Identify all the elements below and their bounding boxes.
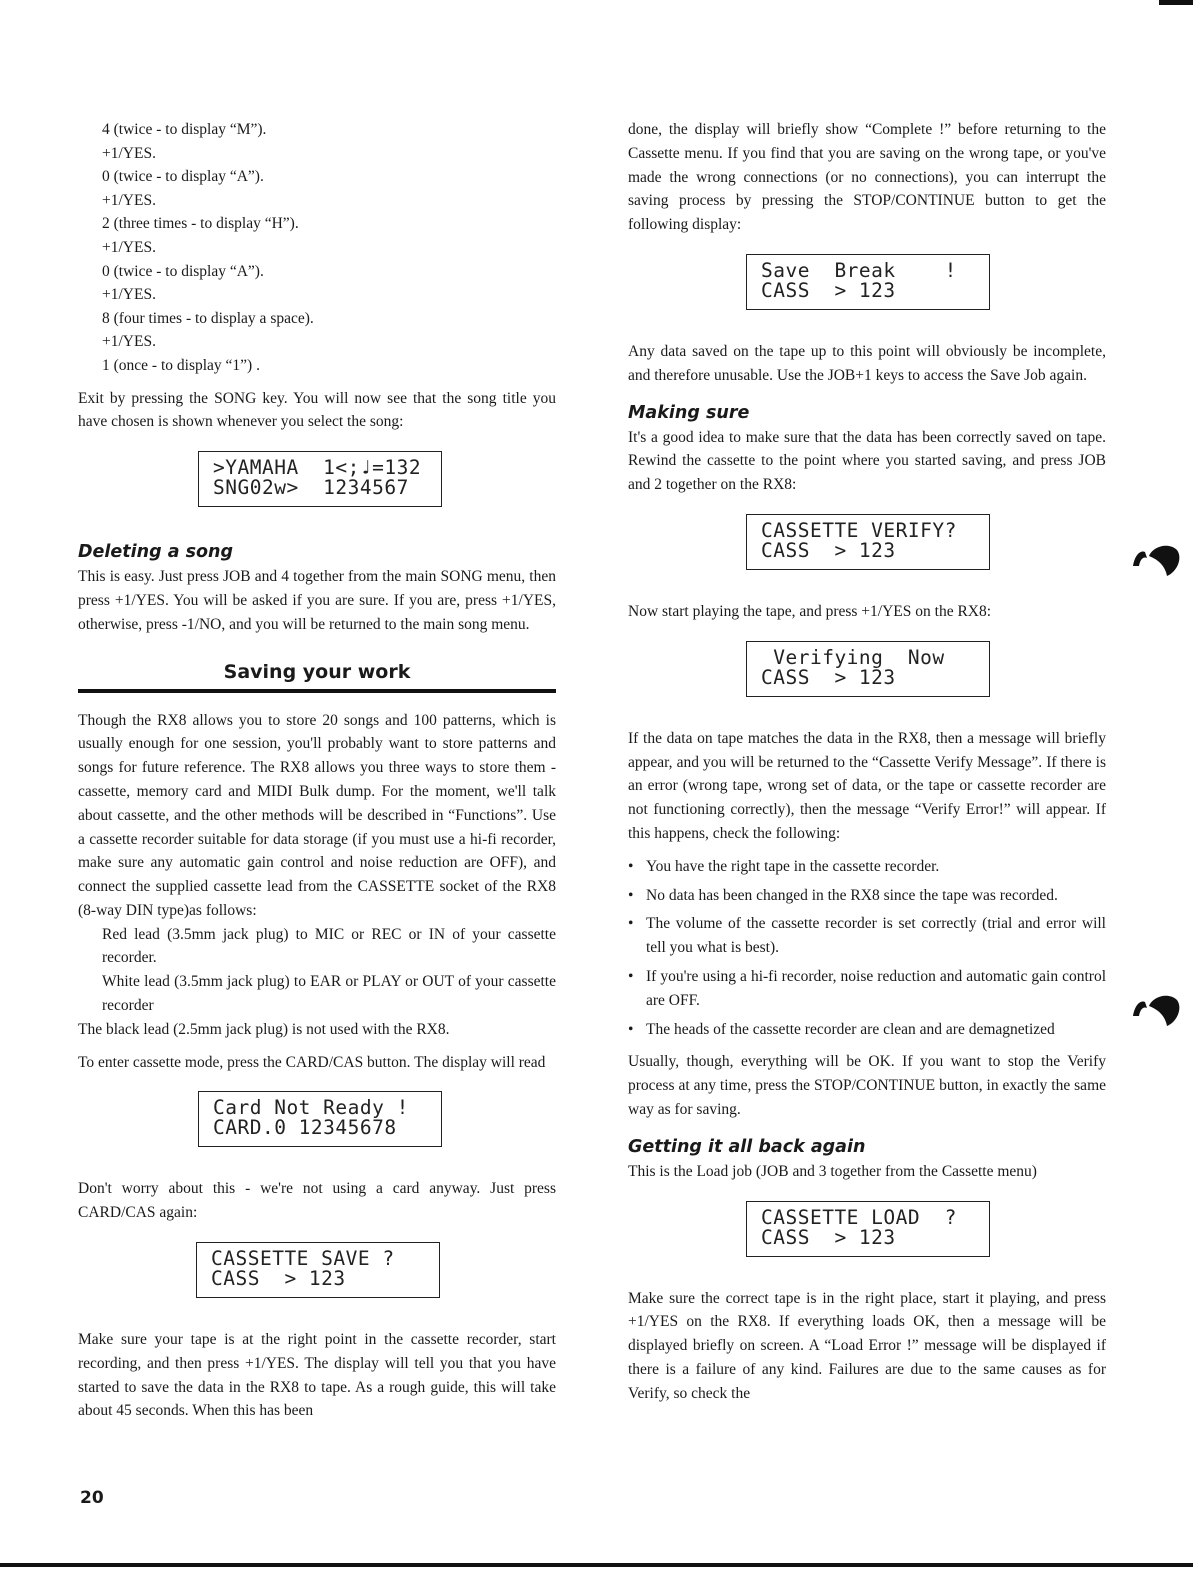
list-item bbox=[628, 884, 1106, 908]
step-item: +1/YES. bbox=[102, 238, 156, 256]
lcd-break-display bbox=[746, 254, 990, 310]
lcd-line-1: CASSETTE SAVE ? bbox=[211, 1247, 395, 1271]
list-item-text: If you're using a hi-fi recorder, noise reduction and automatic gain control are OFF. bbox=[646, 967, 1106, 1009]
margin-blot-icon bbox=[1125, 536, 1185, 580]
making-sure-heading: Making sure bbox=[628, 402, 750, 423]
list-item bbox=[628, 912, 1106, 960]
step-item: +1/YES. bbox=[102, 191, 156, 209]
incomplete-paragraph: Any data saved on the tape up to this point will obviously be incomplete, and therefore unusable. Use the JOB+1 keys to access the Save Job again. bbox=[628, 342, 1106, 384]
lcd-break-wrap bbox=[628, 246, 1106, 330]
left-column bbox=[78, 118, 556, 1432]
lcd-line-2: CASS > 123 bbox=[761, 1225, 896, 1249]
if-matches-paragraph: If the data on tape matches the data in the RX8, then a message will briefly appear, and you will be returned to the “Cassette Verify Message”. If there is an error (wrong tape, wrong set of data, or the tape or cassette recorder are not functioning correctly), then the message “Verify Error!” will appear. If this happens, check the following: bbox=[628, 729, 1106, 842]
lcd-verifying-display bbox=[746, 641, 990, 697]
done-paragraph: done, the display will briefly show “Complete !” before returning to the Cassette menu. If you find that you are saving on the wrong tape, or you've made the wrong connections (or no connections), you can interrupt the saving process by pressing the STOP/CONTINUE button to get the following display: bbox=[628, 121, 1106, 234]
list-item bbox=[628, 1018, 1106, 1042]
step-item: +1/YES. bbox=[102, 333, 156, 351]
usually-paragraph: Usually, though, everything will be OK. If you want to stop the Verify process at any time, press the STOP/CONTINUE button, in exactly the same way as for saving. bbox=[628, 1053, 1106, 1118]
red-lead-paragraph: Red lead (3.5mm jack plug) to MIC or REC or IN of your cassette recorder. bbox=[102, 925, 556, 967]
lcd-line-1: Card Not Ready ! bbox=[213, 1096, 409, 1120]
right-column bbox=[628, 118, 1106, 1415]
lcd-card-display bbox=[198, 1091, 442, 1147]
lcd-verify-display bbox=[746, 514, 990, 570]
saving-paragraph: Though the RX8 allows you to store 20 songs and 100 patterns, which is usually enough for one session, you'll probably want to store patterns and songs for future reference. The RX8 allows you three ways to store them - cassette, memory card and MIDI Bulk dump. For the moment, we'll talk about cassette, and the other methods will be described in “Functions”. Use a cassette recorder suitable for data storage (if you must use a hi-fi recorder, make sure any automatic gain control and noise reduction are OFF), and connect the supplied cassette lead from the CASSETTE socket of the RX8 (8-way DIN type)as follows: bbox=[78, 711, 556, 919]
white-lead-paragraph: White lead (3.5mm jack plug) to EAR or PLAY or OUT of your cassette recorder bbox=[102, 973, 556, 1015]
making-sure-paragraph: It's a good idea to make sure that the data has been correctly saved on tape. Rewind the cassette to the point where you started saving, and press JOB and 2 together on the RX8: bbox=[628, 428, 1106, 494]
list-item-text: You have the right tape in the cassette recorder. bbox=[646, 857, 940, 875]
lcd-song-wrap bbox=[78, 443, 556, 527]
lcd-card-wrap bbox=[78, 1083, 556, 1167]
step-item: 4 (twice - to display “M”). bbox=[102, 121, 267, 138]
saving-heading: Saving your work bbox=[223, 660, 411, 683]
page-number: 20 bbox=[80, 1488, 104, 1508]
black-lead-paragraph: The black lead (2.5mm jack plug) is not used with the RX8. bbox=[78, 1020, 450, 1038]
lcd-load-display bbox=[746, 1201, 990, 1257]
bullet-icon: • bbox=[628, 857, 634, 875]
getting-back-heading: Getting it all back again bbox=[628, 1136, 866, 1157]
section-rule bbox=[78, 689, 556, 693]
lcd-line-2: CASS > 123 bbox=[761, 665, 896, 689]
make-sure-tape-paragraph: Make sure your tape is at the right point in the cassette recorder, start recording, and then press +1/YES. The display will tell you that you have started to save the data in the RX8 to tape. As a rough guide, this will take about 45 seconds. When this has been bbox=[78, 1331, 556, 1420]
deleting-heading: Deleting a song bbox=[78, 542, 234, 563]
list-item bbox=[628, 965, 1106, 1013]
bottom-rule bbox=[0, 1563, 1193, 1567]
exit-paragraph: Exit by pressing the SONG key. You will now see that the song title you have chosen is shown whenever you select the song: bbox=[78, 389, 556, 431]
step-item: 0 (twice - to display “A”). bbox=[102, 262, 264, 280]
step-item: 0 (twice - to display “A”). bbox=[102, 168, 264, 186]
lcd-line-1: Save Break ! bbox=[761, 258, 957, 282]
step-list bbox=[78, 118, 556, 378]
step-item: +1/YES. bbox=[102, 286, 156, 304]
make-sure-correct-paragraph: Make sure the correct tape is in the right place, start it playing, and press +1/YES on the RX8. If everything loads OK, then a message will be displayed briefly on screen. A “Load Error !” message will be displayed if there is a failure of any kind. Failures are due to the same causes as for Verify, so check the bbox=[628, 1289, 1106, 1402]
bullet-icon: • bbox=[628, 886, 634, 904]
step-item: 8 (four times - to display a space). bbox=[102, 309, 314, 327]
lcd-line-2: SNG02w> 1234567 bbox=[213, 476, 409, 500]
lcd-verifying-wrap bbox=[628, 633, 1106, 717]
lcd-line-1: CASSETTE LOAD ? bbox=[761, 1205, 957, 1229]
lcd-line-1: >YAMAHA 1<;♩=132 bbox=[213, 456, 422, 480]
lcd-line-2: CASS > 123 bbox=[761, 538, 896, 562]
lcd-line-1: Verifying Now bbox=[761, 645, 945, 669]
margin-blot-icon bbox=[1125, 986, 1185, 1030]
start-playing-paragraph: Now start playing the tape, and press +1/YES on the RX8: bbox=[628, 602, 992, 620]
enter-cassette-paragraph: To enter cassette mode, press the CARD/CAS button. The display will read bbox=[78, 1053, 546, 1071]
lcd-line-2: CARD.0 12345678 bbox=[213, 1116, 397, 1140]
bullet-icon: • bbox=[628, 915, 634, 933]
lcd-line-2: CASS > 123 bbox=[211, 1267, 346, 1291]
lcd-line-1: CASSETTE VERIFY? bbox=[761, 518, 957, 542]
lcd-save-wrap bbox=[78, 1234, 556, 1318]
list-item-text: The volume of the cassette recorder is set correctly (trial and error will tell you what is best). bbox=[646, 915, 1106, 957]
lcd-save-display bbox=[196, 1242, 440, 1298]
lcd-verify-wrap bbox=[628, 506, 1106, 590]
step-item: +1/YES. bbox=[102, 144, 156, 162]
lcd-load-wrap bbox=[628, 1193, 1106, 1277]
corner-mark bbox=[1159, 0, 1193, 5]
bullet-icon: • bbox=[628, 967, 634, 985]
bullet-icon: • bbox=[628, 1020, 634, 1038]
getting-back-paragraph: This is the Load job (JOB and 3 together from the Cassette menu) bbox=[628, 1162, 1037, 1180]
dont-worry-paragraph: Don't worry about this - we're not using a card anyway. Just press CARD/CAS again: bbox=[78, 1180, 556, 1222]
lcd-song-display bbox=[198, 451, 442, 507]
check-list bbox=[628, 855, 1106, 1042]
deleting-paragraph: This is easy. Just press JOB and 4 together from the main SONG menu, then press +1/YES. You will be asked if you are sure. If you are, press +1/YES, otherwise, press -1/NO, and you will be returned to the main song menu. bbox=[78, 568, 556, 633]
step-item: 1 (once - to display “1”) . bbox=[102, 356, 260, 374]
list-item-text: The heads of the cassette recorder are clean and are demagnetized bbox=[646, 1020, 1055, 1038]
step-item: 2 (three times - to display “H”). bbox=[102, 215, 299, 233]
list-item bbox=[628, 855, 1106, 879]
lcd-line-2: CASS > 123 bbox=[761, 278, 896, 302]
list-item-text: No data has been changed in the RX8 since the tape was recorded. bbox=[646, 886, 1058, 904]
